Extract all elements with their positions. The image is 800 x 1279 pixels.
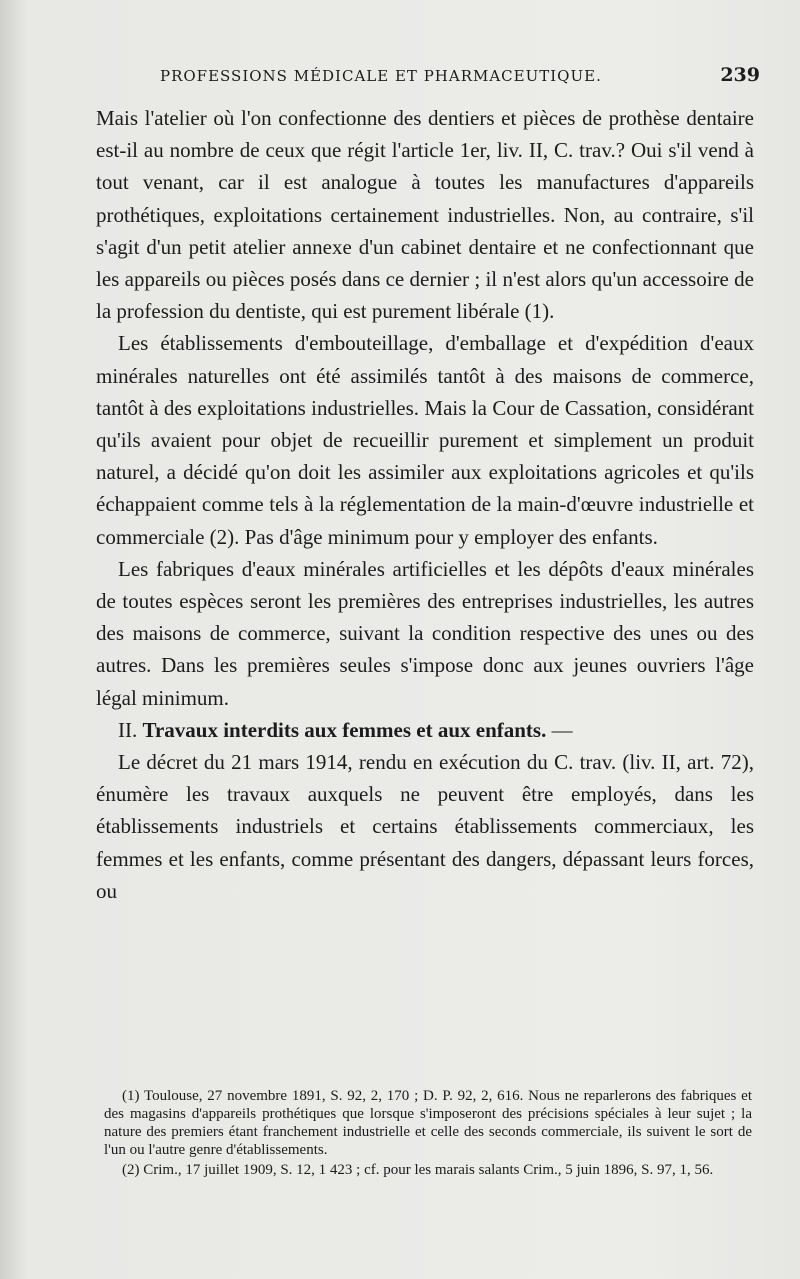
footnote-1: (1) Toulouse, 27 novembre 1891, S. 92, 2, 170 ; D. P. 92, 2, 616. Nous ne reparlerons des fabriques et des magasins d'appareils prothétiques que lorsque s'imposeront des précisions spéciales à leur sujet ; la nature des premiers étant franchement industrielle et celle des seconds commerciale, ils suivent le sort de l'un ou l'autre genre d'établissements. (104, 1088, 752, 1158)
section-number: II. (118, 717, 143, 742)
page-number: 239 (720, 64, 760, 86)
footnote-2: (2) Crim., 17 juillet 1909, S. 12, 1 423 ; cf. pour les marais salants Crim., 5 juin 1896, S. 97, 1, 56. (122, 1162, 714, 1178)
paragraph-2: Les établissements d'embouteillage, d'emballage et d'expédition d'eaux minérales naturelles ont été assimilés tantôt à des maisons de commerce, tantôt à des exploitations industrielles. Mais la Cour de Cassation, considérant qu'ils avaient pour objet de recueillir purement et simplement un produit naturel, a décidé qu'on doit les assimiler aux exploitations agricoles et qu'ils échappaient comme tels à la réglementation de la main-d'œuvre industrielle et commerciale (2). Pas d'âge minimum pour y employer des enfants. (96, 331, 754, 549)
running-header (160, 64, 760, 86)
section-dash: — (546, 717, 573, 742)
paragraph-1: Mais l'atelier où l'on confectionne des dentiers et pièces de prothèse dentaire est-il au nombre de ceux que régit l'article 1er, liv. II, C. trav.? Oui s'il vend à tout venant, car il est analogue à toutes les manufactures d'appareils prothétiques, exploitations certainement industrielles. Non, au contraire, s'il s'agit d'un petit atelier annexe d'un cabinet dentaire et ne confectionnant que les appareils ou pièces posés dans ce dernier ; il n'est alors qu'un accessoire de la profession du dentiste, qui est purement libérale (1). (96, 106, 754, 324)
section-heading (96, 714, 754, 746)
paragraph-4: Le décret du 21 mars 1914, rendu en exécution du C. trav. (liv. II, art. 72), énumère les travaux auxquels ne peuvent être employés, dans les établissements industriels et certains établissements commerciaux, les femmes et les enfants, comme présentant des dangers, dépassant leurs forces, ou (96, 750, 754, 903)
footnotes (104, 1087, 752, 1181)
header-title: PROFESSIONS MÉDICALE ET PHARMACEUTIQUE. (160, 67, 602, 85)
section-title: Travaux interdits aux femmes et aux enfants. (142, 717, 547, 742)
main-text (96, 102, 754, 907)
paragraph-3: Les fabriques d'eaux minérales artificielles et les dépôts d'eaux minérales de toutes espèces seront les premières des entreprises industrielles, les autres des maisons de commerce, suivant la condition respective des unes ou des autres. Dans les premières seules s'impose donc aux jeunes ouvriers l'âge légal minimum. (96, 556, 754, 710)
